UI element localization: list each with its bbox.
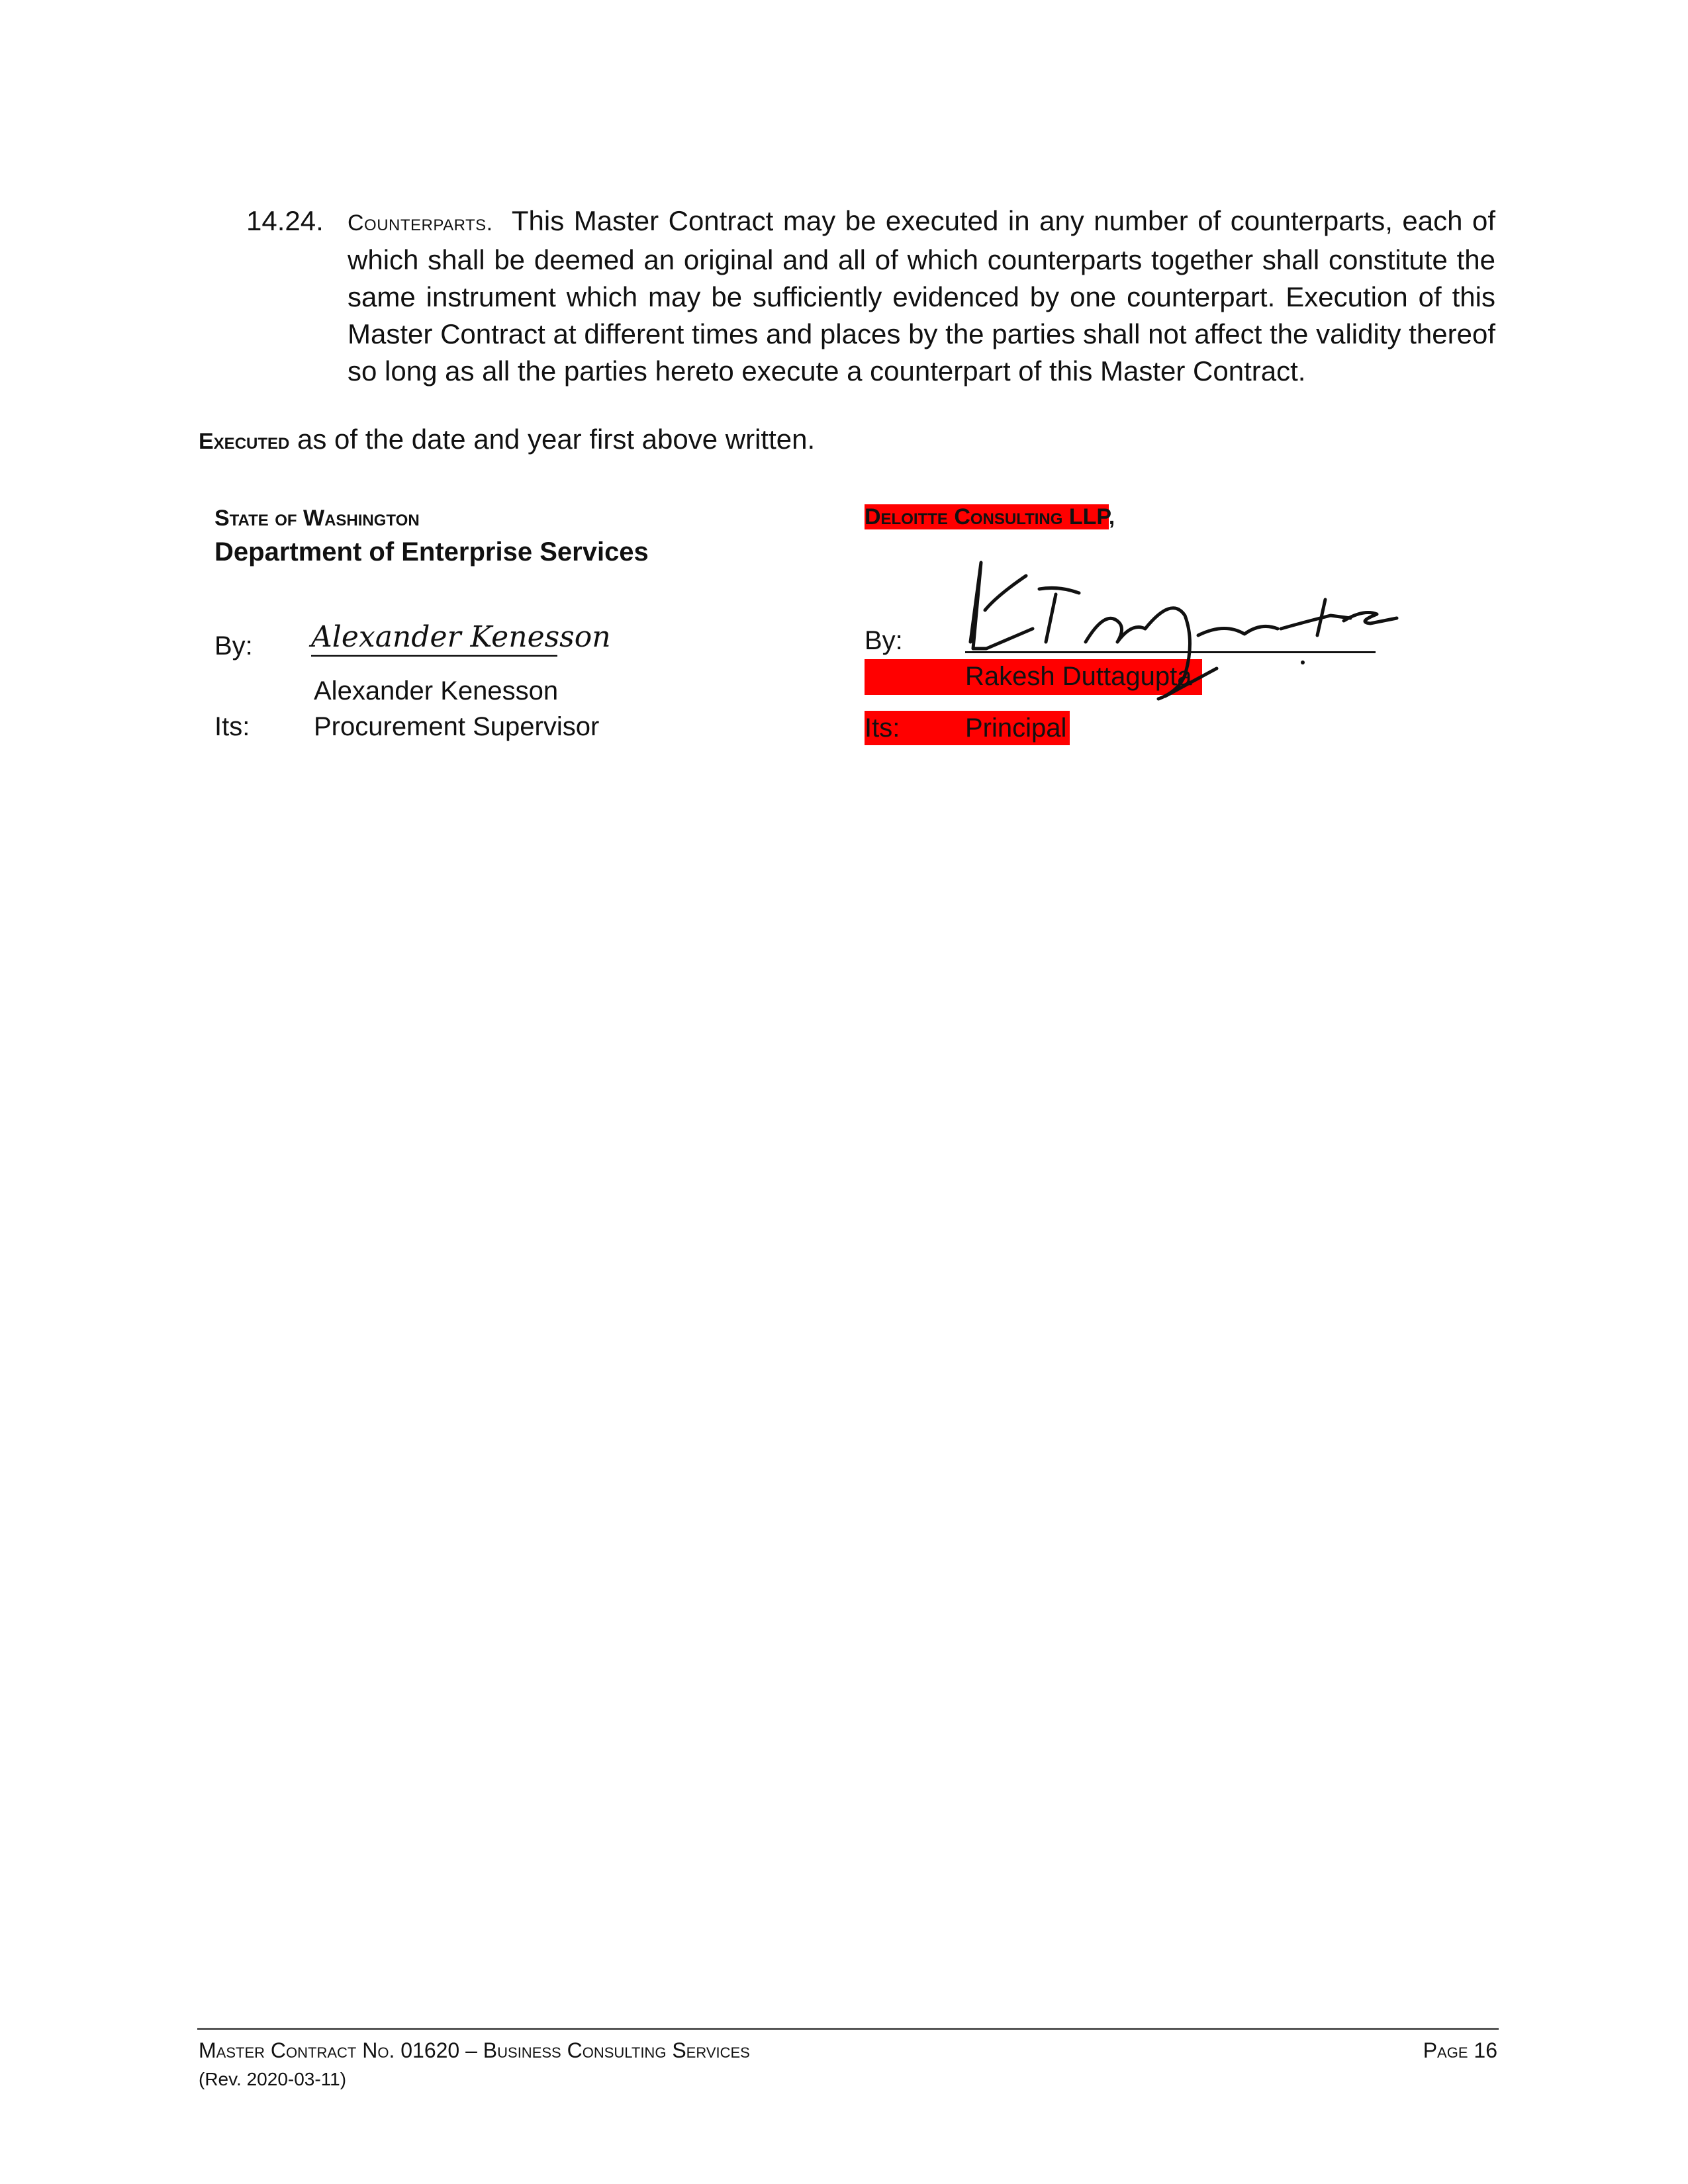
footer-contract-title: Master Contract No. 01620 – Business Consulting Services — [199, 2038, 750, 2062]
left-signature-script: Alexander Kenesson — [311, 620, 611, 654]
executed-label: Executed — [199, 429, 290, 454]
right-party-comma: , — [1108, 504, 1115, 529]
left-party-name: State of Washington — [214, 506, 420, 531]
right-party-name: Deloitte Consulting LLP — [865, 504, 1109, 529]
right-its-label: Its: — [865, 713, 900, 743]
footer-rule — [197, 2028, 1499, 2030]
left-party-department: Department of Enterprise Services — [214, 537, 649, 567]
footer-revision: (Rev. 2020-03-11) — [199, 2069, 347, 2089]
executed-text: as of the date and year first above written. — [289, 424, 816, 455]
left-its-label: Its: — [214, 712, 250, 741]
right-by-label: By: — [865, 626, 903, 655]
right-signer-title: Principal — [965, 713, 1067, 743]
clause-number: 14.24. — [246, 205, 324, 236]
left-signer-name: Alexander Kenesson — [314, 676, 559, 705]
executed-statement — [199, 421, 815, 460]
left-by-label: By: — [214, 631, 253, 660]
left-signer-title: Procurement Supervisor — [314, 712, 600, 741]
footer-page-number: Page 16 — [1423, 2038, 1497, 2062]
clause-text: This Master Contract may be executed in any number of counterparts, each of which shall be deemed an original and all of which counterparts together shall constitute the same instrument which may be sufficiently evidenced by one counterpart. Execution of this Master Contract at different times and places by the parties shall not affect the validity thereof so long as all the parties hereto execute a counterpart of this Master Contract. — [348, 205, 1495, 387]
right-signer-name: Rakesh Duttagupta — [965, 662, 1192, 691]
right-party-name-row — [865, 502, 1115, 532]
clause-paragraph — [348, 203, 1495, 390]
left-signature — [311, 619, 611, 666]
clause-heading: Counterparts. — [348, 210, 493, 236]
handwritten-signature — [947, 549, 1410, 702]
